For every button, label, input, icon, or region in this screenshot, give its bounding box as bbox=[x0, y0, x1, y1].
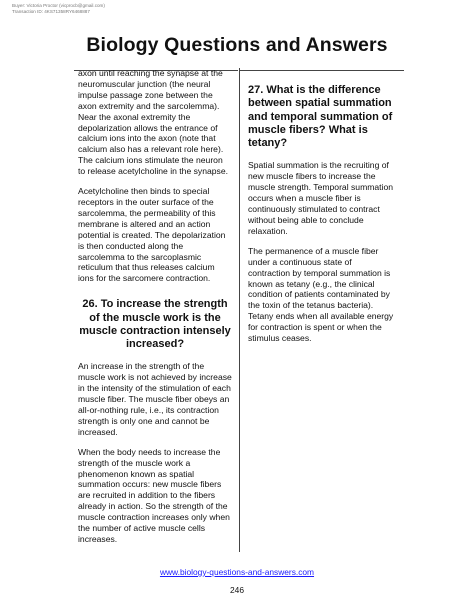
paragraph: An increase in the strength of the muscle work is not achieved by increase in the intensity of the stimulation of each muscle fiber. The muscle fiber obeys an all-or-nothing rule, i.e., its contraction strength is only one and cannot be increased. bbox=[78, 361, 232, 437]
paragraph: Acetylcholine then binds to special receptors in the outer surface of the sarcolemma, the permeability of this membrane is altered and an action potential is created. The depolarization is then conducted along the sarcolemma to the sarcoplasmic reticulum that thus releases calcium ions for the sarcomere contraction. bbox=[78, 186, 226, 284]
website-link[interactable]: www.biology-questions-and-answers.com bbox=[159, 567, 315, 577]
paragraph: The permanence of a muscle fiber under a continuous state of contraction by temporal summation is known as tetany (e.g., the clinical condition of patients contaminated by the toxin of the tetanus bacteria). Tetany ends when all available energy for contraction is spent or when the stimulus ceases. bbox=[248, 245, 394, 344]
transaction-line: Transaction ID: 4KS71358RY6468887 bbox=[12, 8, 90, 14]
paragraph: When the body needs to increase the strength of the muscle work a phenomenon known as spatial summation occurs: new muscle fibers are recruited in addition to the fibers already in action. So the strength of the muscle contraction increases only when the number of active muscle cells increases. bbox=[78, 446, 230, 544]
buyer-info bbox=[12, 3, 105, 14]
question-26-heading: 26. To increase the strength of the muscle work is the muscle contraction intensely increased? bbox=[79, 298, 231, 351]
question-27-heading: 27. What is the difference between spatial summation and temporal summation of muscle fibers? What is tetany? bbox=[248, 84, 393, 150]
page-number: 246 bbox=[230, 585, 244, 595]
paragraph: axon until reaching the synapse at the neuromuscular junction (the neural impulse passage zone between the axon extremity and the sarcolemma). Near the axonal extremity the depolarization allows the entrance of calcium ions into the axon (note that calcium also has a relevant role here). The calcium ions stimulate the neuron to release acetylcholine in the synapse. bbox=[78, 68, 229, 177]
buyer-line: Buyer: Victoria Proctor (vicprocb@gmail.com) bbox=[12, 3, 105, 8]
paragraph: Spatial summation is the recruiting of new muscle fibers to increase the muscle strength. Temporal summation occurs when a muscle fiber is continuously stimulated to contract without being able to conclude relaxation. bbox=[248, 160, 394, 236]
column-divider bbox=[239, 68, 240, 552]
page-title: Biology Questions and Answers bbox=[86, 34, 388, 56]
left-column bbox=[78, 68, 232, 554]
right-column bbox=[248, 68, 396, 353]
